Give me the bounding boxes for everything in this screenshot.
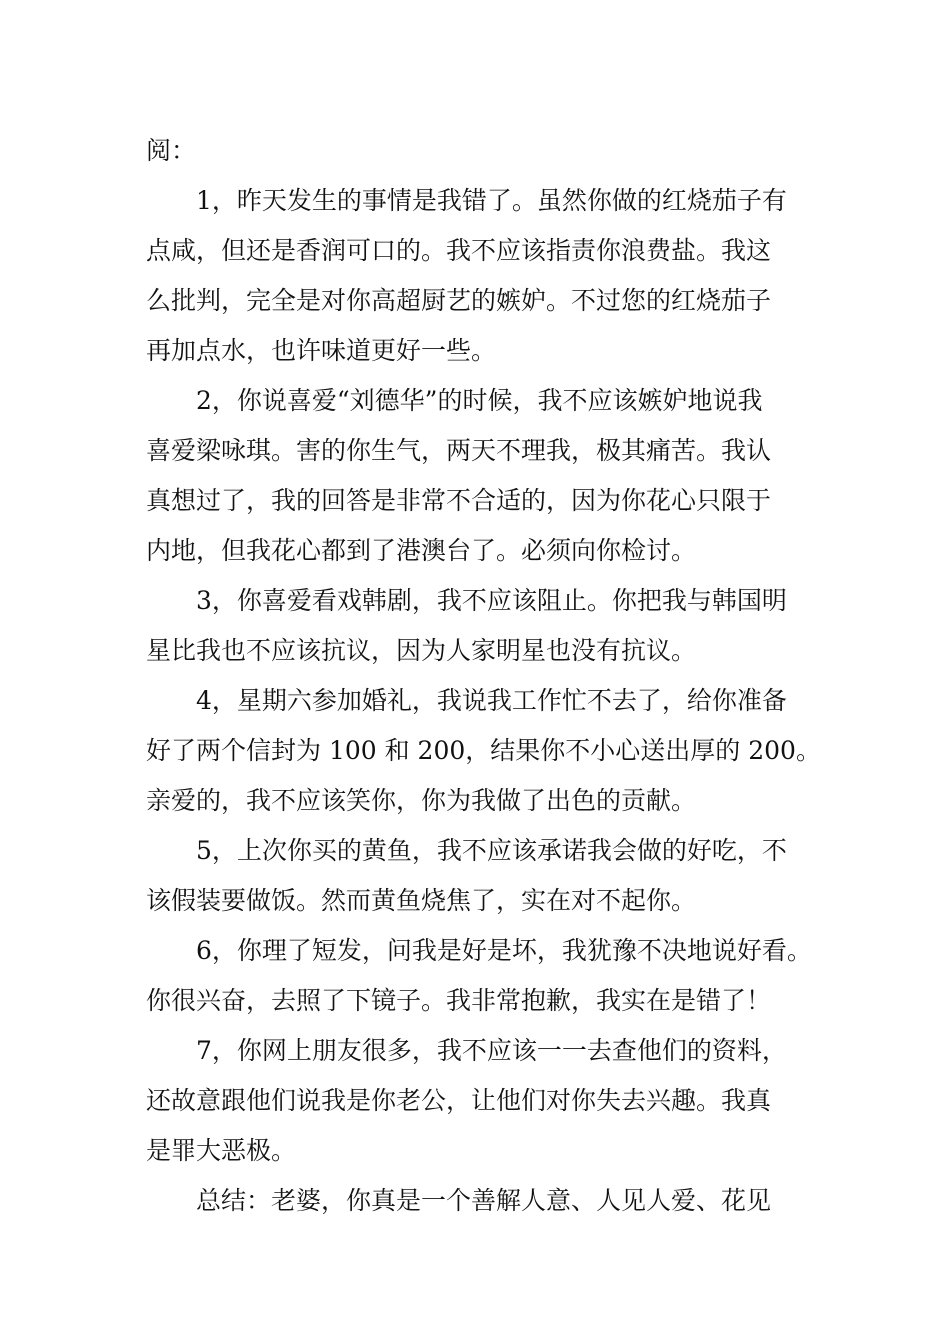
text-line: 4，星期六参加婚礼，我说我工作忙不去了，给你准备 xyxy=(196,686,787,715)
text-line: 再加点水，也许味道更好一些。 xyxy=(146,336,497,365)
text-line: 1，昨天发生的事情是我错了。虽然你做的红烧茄子有 xyxy=(196,186,787,215)
text-line: 5，上次你买的黄鱼，我不应该承诺我会做的好吃，不 xyxy=(196,836,787,865)
document-body xyxy=(146,126,836,1226)
text-line: 么批判，完全是对你高超厨艺的嫉妒。不过您的红烧茄子 xyxy=(146,286,772,315)
text-line: 总结：老婆，你真是一个善解人意、人见人爱、花见 xyxy=(196,1186,772,1215)
text-line: 星比我也不应该抗议，因为人家明星也没有抗议。 xyxy=(146,636,697,665)
text-line: 2，你说喜爱“刘德华”的时候，我不应该嫉妒地说我 xyxy=(196,386,763,415)
text-line: 点咸，但还是香润可口的。我不应该指责你浪费盐。我这 xyxy=(146,236,772,265)
text-line: 3，你喜爱看戏韩剧，我不应该阻止。你把我与韩国明 xyxy=(196,586,787,615)
text-line: 是罪大恶极。 xyxy=(146,1136,297,1165)
text-line: 亲爱的，我不应该笑你，你为我做了出色的贡献。 xyxy=(146,786,697,815)
text-line: 你很兴奋，去照了下镜子。我非常抱歉，我实在是错了！ xyxy=(146,986,772,1015)
text-line: 真想过了，我的回答是非常不合适的，因为你花心只限于 xyxy=(146,486,772,515)
text-line: 7，你网上朋友很多，我不应该一一去查他们的资料， xyxy=(196,1036,787,1065)
text-line: 阅： xyxy=(146,136,197,165)
text-line: 6，你理了短发，问我是好是坏，我犹豫不决地说好看。 xyxy=(196,936,812,965)
text-line: 还故意跟他们说我是你老公，让他们对你失去兴趣。我真 xyxy=(146,1086,772,1115)
text-line: 内地，但我花心都到了港澳台了。必须向你检讨。 xyxy=(146,536,697,565)
text-line: 喜爱梁咏琪。害的你生气，两天不理我，极其痛苦。我认 xyxy=(146,436,772,465)
text-line: 好了两个信封为 100 和 200，结果你不小心送出厚的 200。 xyxy=(146,736,821,765)
text-line: 该假装要做饭。然而黄鱼烧焦了，实在对不起你。 xyxy=(146,886,697,915)
